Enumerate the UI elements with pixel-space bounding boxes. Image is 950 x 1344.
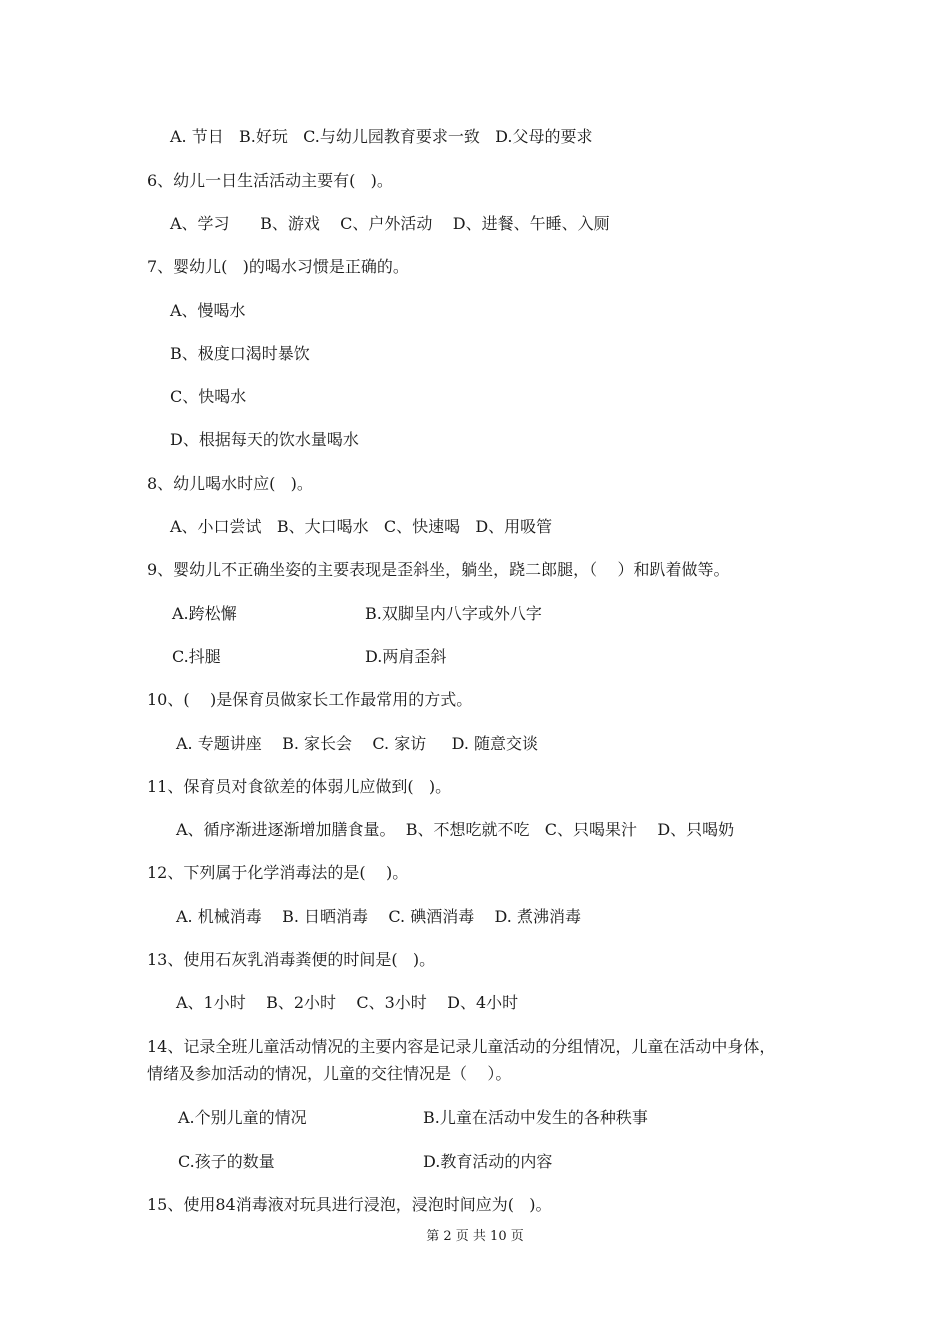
q7-option-a: A、慢喝水 — [170, 301, 246, 320]
q13-options: A、1小时 B、2小时 C、3小时 D、4小时 — [176, 993, 519, 1012]
q11-options: A、循序渐进逐渐增加膳食量。 B、不想吃就不吃 C、只喝果汁 D、只喝奶 — [176, 820, 735, 839]
q14-stem-line2: 情绪及参加活动的情况，儿童的交往情况是（ ）。 — [147, 1064, 512, 1083]
q6-options: A、学习 B、游戏 C、户外活动 D、进餐、午睡、入厕 — [170, 214, 610, 233]
q7-stem: 7、婴幼儿( )的喝水习惯是正确的。 — [147, 257, 409, 276]
q14-option-c: C.孩子的数量 — [178, 1152, 275, 1171]
q7-option-b: B、极度口渴时暴饮 — [170, 344, 310, 363]
q9-stem: 9、婴幼儿不正确坐姿的主要表现是歪斜坐，躺坐，跷二郎腿，（ ）和趴着做等。 — [147, 560, 730, 579]
q7-option-c: C、快喝水 — [170, 387, 247, 406]
q11-stem: 11、保育员对食欲差的体弱儿应做到( )。 — [147, 777, 452, 796]
q9-option-d: D.两肩歪斜 — [365, 647, 447, 666]
page-footer: 第 2 页 共 10 页 — [426, 1229, 524, 1244]
q6-stem: 6、幼儿一日生活活动主要有( )。 — [147, 171, 393, 190]
q15-stem: 15、使用84消毒液对玩具进行浸泡，浸泡时间应为( )。 — [147, 1195, 552, 1214]
q7-option-d: D、根据每天的饮水量喝水 — [170, 430, 359, 449]
q13-stem: 13、使用石灰乳消毒粪便的时间是( )。 — [147, 950, 436, 969]
q12-options: A. 机械消毒 B. 日晒消毒 C. 碘酒消毒 D. 煮沸消毒 — [176, 907, 581, 926]
q9-option-b: B.双脚呈内八字或外八字 — [365, 604, 542, 623]
q10-stem: 10、( )是保育员做家长工作最常用的方式。 — [147, 690, 473, 709]
q9-option-a: A.跨松懈 — [172, 604, 237, 623]
q8-stem: 8、幼儿喝水时应( )。 — [147, 474, 313, 493]
q14-option-d: D.教育活动的内容 — [423, 1152, 553, 1171]
q14-option-b: B.儿童在活动中发生的各种秩事 — [423, 1108, 648, 1127]
q9-option-c: C.抖腿 — [172, 647, 221, 666]
q8-options: A、小口尝试 B、大口喝水 C、快速喝 D、用吸管 — [170, 517, 553, 536]
q5-options: A. 节日 B.好玩 C.与幼儿园教育要求一致 D.父母的要求 — [170, 127, 593, 146]
q14-option-a: A.个别儿童的情况 — [178, 1108, 307, 1127]
q14-stem-line1: 14、记录全班儿童活动情况的主要内容是记录儿童活动的分组情况，儿童在活动中身体， — [147, 1037, 776, 1056]
q12-stem: 12、下列属于化学消毒法的是( )。 — [147, 863, 409, 882]
q10-options: A. 专题讲座 B. 家长会 C. 家访 D. 随意交谈 — [176, 734, 539, 753]
